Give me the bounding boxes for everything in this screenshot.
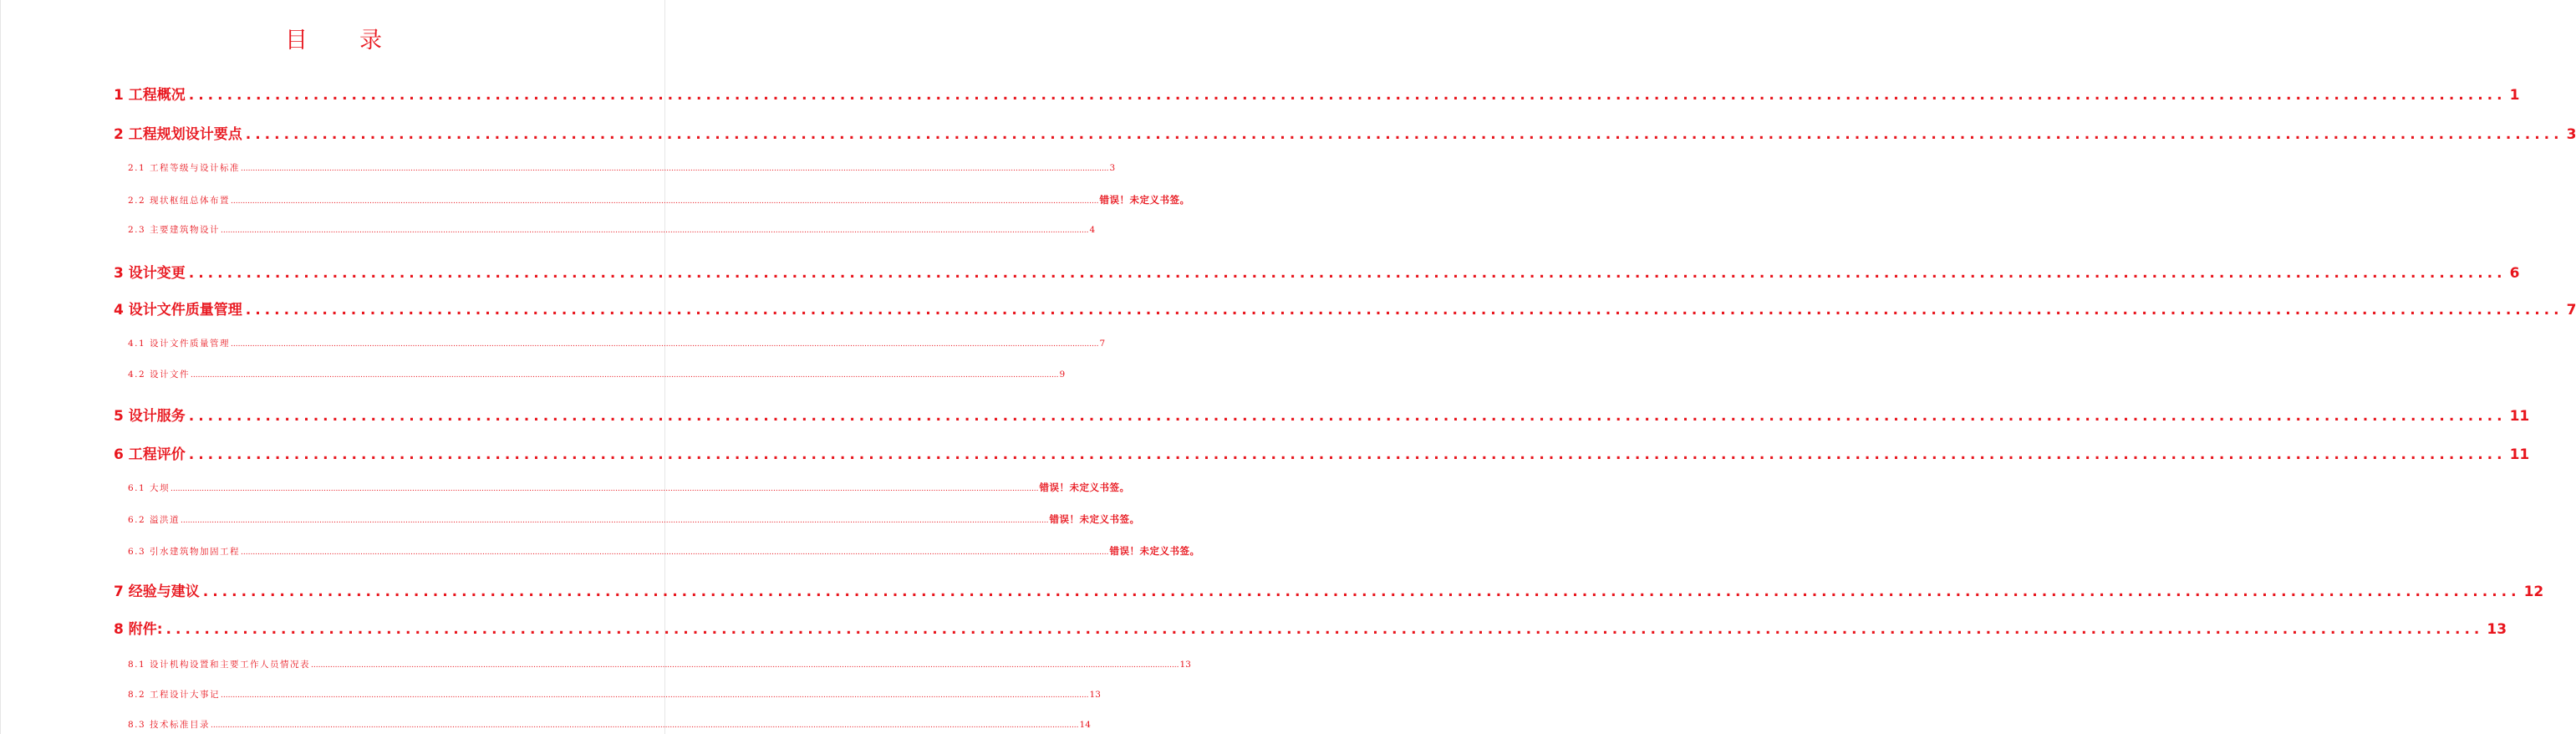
toc-error-text: 错误！未定义书签。	[1109, 545, 1200, 557]
toc-entry-label: 8.1 设计机构设置和主要工作人员情况表	[128, 660, 311, 670]
toc-entry-4[interactable]	[114, 298, 2576, 319]
toc-page-number: 6	[2509, 265, 2520, 282]
toc-entry-label: 6.2 溢洪道	[128, 515, 181, 525]
toc-page-number: 3	[2566, 126, 2576, 143]
toc-leader: ..................................................................................................................................................................................................................................................	[165, 621, 2484, 638]
toc-entry-label: 2.1 工程等级与设计标准	[128, 163, 241, 173]
toc-page-number: 11	[2509, 408, 2530, 425]
toc-title	[1, 22, 666, 54]
toc-page-number: 12	[2523, 584, 2544, 600]
toc-page-number: 9	[1059, 370, 1066, 380]
toc-entry-4-1[interactable]	[128, 337, 1106, 349]
toc-entry-8-2[interactable]	[128, 688, 1101, 701]
toc-entry-label: 7 经验与建议	[114, 584, 200, 600]
toc-leader: ...........................................................................................................................................................................................................................................................................................................................................................................	[171, 485, 1039, 493]
toc-entry-label: 4.2 设计文件	[128, 370, 191, 380]
toc-page-number: 3	[1109, 163, 1116, 173]
toc-leader: ...........................................................................................................................................................................................................................................................................................................................................................................	[241, 165, 1109, 173]
toc-title-left: 目	[285, 28, 308, 54]
toc-leader: ..................................................................................................................................................................................................................................................	[188, 87, 2507, 104]
toc-entry-label: 4 设计文件质量管理	[114, 302, 242, 319]
toc-leader: ...........................................................................................................................................................................................................................................................................................................................................................................	[191, 371, 1059, 380]
toc-leader: ...........................................................................................................................................................................................................................................................................................................................................................................	[181, 517, 1049, 525]
toc-leader: ...........................................................................................................................................................................................................................................................................................................................................................................	[221, 691, 1089, 700]
toc-entry-label: 8.2 工程设计大事记	[128, 690, 221, 700]
toc-entry-2[interactable]	[114, 122, 2576, 143]
toc-leader: ..................................................................................................................................................................................................................................................	[245, 126, 2563, 143]
toc-leader: ...........................................................................................................................................................................................................................................................................................................................................................................	[211, 721, 1079, 730]
toc-leader: ...........................................................................................................................................................................................................................................................................................................................................................................	[231, 340, 1099, 349]
toc-page-number: 13	[2487, 621, 2507, 638]
toc-leader: ...........................................................................................................................................................................................................................................................................................................................................................................	[311, 661, 1179, 670]
toc-entry-2-1[interactable]	[128, 161, 1116, 174]
toc-entry-2-2[interactable]	[128, 193, 1190, 206]
toc-entry-6-3[interactable]	[128, 544, 1200, 558]
toc-leader: ..................................................................................................................................................................................................................................................	[188, 265, 2507, 282]
toc-entry-label: 5 设计服务	[114, 408, 186, 425]
toc-error-text: 错误！未定义书签。	[1099, 194, 1190, 206]
toc-leader: ..................................................................................................................................................................................................................................................	[245, 302, 2563, 319]
toc-page-number: 7	[2566, 302, 2576, 319]
toc-error-text: 错误！未定义书签。	[1049, 513, 1140, 525]
toc-entry-3[interactable]	[114, 261, 2520, 282]
toc-entry-label: 4.1 设计文件质量管理	[128, 339, 231, 349]
toc-entry-label: 2.2 现状枢纽总体布置	[128, 196, 231, 206]
toc-entry-8-1[interactable]	[128, 658, 1191, 670]
toc-error-text: 错误！未定义书签。	[1039, 482, 1130, 493]
toc-entry-4-2[interactable]	[128, 368, 1066, 380]
toc-entry-7[interactable]	[114, 579, 2544, 600]
toc-page-number: 11	[2509, 446, 2530, 463]
toc-entry-label: 2.3 主要建筑物设计	[128, 225, 221, 235]
toc-leader: ...........................................................................................................................................................................................................................................................................................................................................................................	[221, 227, 1089, 235]
toc-page-number: 14	[1079, 720, 1091, 730]
toc-entry-2-3[interactable]	[128, 223, 1096, 236]
toc-entry-label: 8 附件:	[114, 621, 163, 638]
toc-entry-label: 6.3 引水建筑物加固工程	[128, 547, 241, 557]
toc-entry-label: 1 工程概况	[114, 87, 186, 104]
toc-leader: ..................................................................................................................................................................................................................................................	[188, 446, 2507, 463]
toc-leader: ..................................................................................................................................................................................................................................................	[188, 408, 2507, 425]
toc-entry-8[interactable]	[114, 617, 2507, 638]
toc-entry-label: 6.1 大坝	[128, 483, 171, 493]
toc-entry-8-3[interactable]	[128, 718, 1091, 731]
toc-page-number: 7	[1099, 339, 1106, 349]
toc-page-number: 4	[1089, 225, 1096, 235]
toc-entry-6-2[interactable]	[128, 512, 1140, 526]
toc-entry-6[interactable]	[114, 442, 2530, 463]
toc-entry-5[interactable]	[114, 404, 2530, 425]
toc-page-number: 13	[1089, 690, 1101, 700]
toc-page-number: 13	[1179, 660, 1191, 670]
toc-page-number: 1	[2509, 87, 2520, 104]
toc-leader: ...........................................................................................................................................................................................................................................................................................................................................................................	[241, 548, 1109, 557]
toc-entry-label: 8.3 技术标准目录	[128, 720, 211, 730]
toc-entry-label: 6 工程评价	[114, 446, 186, 463]
toc-entry-1[interactable]	[114, 83, 2520, 104]
toc-leader: ...........................................................................................................................................................................................................................................................................................................................................................................	[231, 197, 1099, 206]
toc-leader: ..................................................................................................................................................................................................................................................	[202, 584, 2521, 600]
toc-entry-6-1[interactable]	[128, 481, 1130, 494]
toc-entry-label: 2 工程规划设计要点	[114, 126, 242, 143]
toc-entry-label: 3 设计变更	[114, 265, 186, 282]
toc-title-right: 录	[359, 28, 382, 54]
